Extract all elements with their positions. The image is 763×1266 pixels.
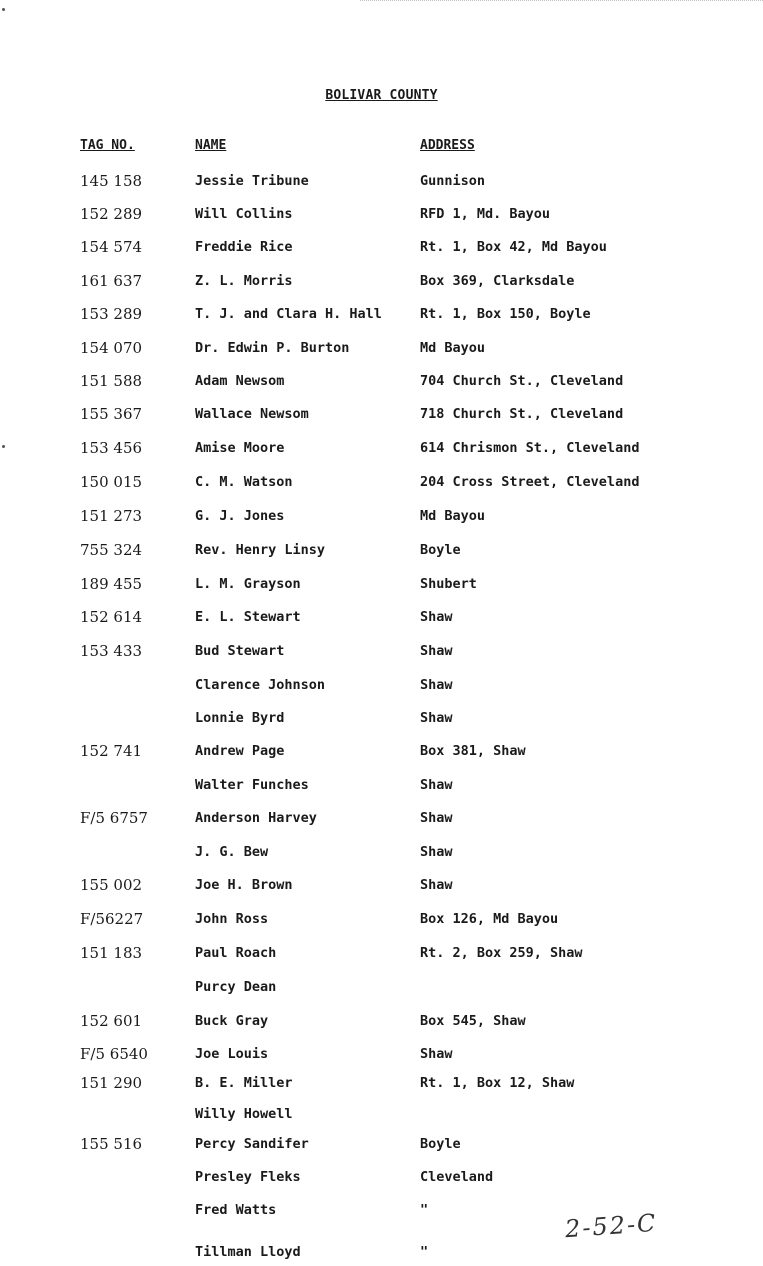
column-header-address: ADDRESS bbox=[420, 138, 475, 153]
tag-number: 189 455 bbox=[80, 575, 143, 593]
address: Rt. 2, Box 259, Shaw bbox=[420, 945, 583, 961]
address: Box 381, Shaw bbox=[420, 743, 526, 759]
table-row bbox=[0, 677, 763, 699]
person-name: Walter Funches bbox=[195, 777, 309, 793]
person-name: C. M. Watson bbox=[195, 474, 293, 490]
table-row bbox=[0, 643, 763, 665]
table-row bbox=[0, 945, 763, 967]
table-row bbox=[0, 844, 763, 866]
tag-number: 151 588 bbox=[80, 372, 143, 390]
tag-number: 151 290 bbox=[80, 1074, 143, 1092]
table-row bbox=[0, 474, 763, 496]
person-name: Buck Gray bbox=[195, 1013, 269, 1029]
address: Shaw bbox=[420, 710, 453, 726]
address: Md Bayou bbox=[420, 340, 486, 356]
address: RFD 1, Md. Bayou bbox=[420, 206, 551, 222]
tag-number: 152 614 bbox=[80, 608, 143, 626]
person-name: B. E. Miller bbox=[195, 1075, 293, 1091]
person-name: Willy Howell bbox=[195, 1106, 293, 1122]
person-name: Z. L. Morris bbox=[195, 273, 293, 289]
person-name: T. J. and Clara H. Hall bbox=[195, 306, 382, 322]
person-name: Bud Stewart bbox=[195, 643, 285, 659]
table-row bbox=[0, 273, 763, 295]
person-name: Freddie Rice bbox=[195, 239, 293, 255]
table-row bbox=[0, 1013, 763, 1035]
person-name: Clarence Johnson bbox=[195, 677, 326, 693]
person-name: Wallace Newsom bbox=[195, 406, 309, 422]
table-row bbox=[0, 173, 763, 195]
table-row bbox=[0, 1169, 763, 1191]
address: Gunnison bbox=[420, 173, 486, 189]
tag-number: 154 574 bbox=[80, 238, 143, 256]
address: Boyle bbox=[420, 542, 461, 558]
table-row bbox=[0, 406, 763, 428]
tag-number: 145 158 bbox=[80, 172, 143, 190]
address: Shaw bbox=[420, 609, 453, 625]
table-row bbox=[0, 710, 763, 732]
tag-number: 153 289 bbox=[80, 305, 143, 323]
table-row bbox=[0, 810, 763, 832]
address: Shaw bbox=[420, 844, 453, 860]
address: 718 Church St., Cleveland bbox=[420, 406, 624, 422]
address: Rt. 1, Box 42, Md Bayou bbox=[420, 239, 607, 255]
table-row bbox=[0, 979, 763, 1001]
tag-number: 155 367 bbox=[80, 405, 143, 423]
table-row bbox=[0, 777, 763, 799]
address: Shaw bbox=[420, 810, 453, 826]
tag-number: F/5 6757 bbox=[80, 809, 148, 827]
address: 614 Chrismon St., Cleveland bbox=[420, 440, 640, 456]
tag-number: F/5 6540 bbox=[80, 1045, 148, 1063]
tag-number: 151 183 bbox=[80, 944, 143, 962]
person-name: E. L. Stewart bbox=[195, 609, 301, 625]
table-row bbox=[0, 1244, 763, 1266]
person-name: Lonnie Byrd bbox=[195, 710, 285, 726]
person-name: Paul Roach bbox=[195, 945, 277, 961]
person-name: Adam Newsom bbox=[195, 373, 285, 389]
table-row bbox=[0, 508, 763, 530]
address: Cleveland bbox=[420, 1169, 494, 1185]
tag-number: 152 289 bbox=[80, 205, 143, 223]
address: " bbox=[420, 1202, 429, 1218]
table-row bbox=[0, 1075, 763, 1097]
address: " bbox=[420, 1244, 429, 1260]
table-row bbox=[0, 1046, 763, 1068]
table-row bbox=[0, 576, 763, 598]
address: Shaw bbox=[420, 777, 453, 793]
person-name: Fred Watts bbox=[195, 1202, 277, 1218]
address: Boyle bbox=[420, 1136, 461, 1152]
tag-number: 152 601 bbox=[80, 1012, 143, 1030]
person-name: Anderson Harvey bbox=[195, 810, 317, 826]
tag-number: F/56227 bbox=[80, 910, 144, 928]
tag-number: 153 456 bbox=[80, 439, 143, 457]
person-name: Jessie Tribune bbox=[195, 173, 309, 189]
tag-number: 154 070 bbox=[80, 339, 143, 357]
table-row bbox=[0, 340, 763, 362]
page-title: BOLIVAR COUNTY bbox=[325, 88, 438, 103]
address: Rt. 1, Box 150, Boyle bbox=[420, 306, 591, 322]
table-row bbox=[0, 877, 763, 899]
person-name: Joe Louis bbox=[195, 1046, 269, 1062]
person-name: J. G. Bew bbox=[195, 844, 269, 860]
person-name: Dr. Edwin P. Burton bbox=[195, 340, 350, 356]
address: 704 Church St., Cleveland bbox=[420, 373, 624, 389]
person-name: G. J. Jones bbox=[195, 508, 285, 524]
address: Shaw bbox=[420, 677, 453, 693]
address: Shubert bbox=[420, 576, 477, 592]
table-row bbox=[0, 440, 763, 462]
tag-number: 755 324 bbox=[80, 541, 143, 559]
tag-number: 151 273 bbox=[80, 507, 143, 525]
column-header-tag: TAG NO. bbox=[80, 138, 135, 153]
tag-number: 153 433 bbox=[80, 642, 143, 660]
table-row bbox=[0, 542, 763, 564]
person-name: Will Collins bbox=[195, 206, 293, 222]
person-name: Andrew Page bbox=[195, 743, 285, 759]
person-name: Presley Fleks bbox=[195, 1169, 301, 1185]
person-name: John Ross bbox=[195, 911, 269, 927]
tag-number: 150 015 bbox=[80, 473, 143, 491]
person-name: Purcy Dean bbox=[195, 979, 277, 995]
tag-number: 152 741 bbox=[80, 742, 143, 760]
handwritten-note: 2-52-C bbox=[564, 1208, 659, 1244]
person-name: Rev. Henry Linsy bbox=[195, 542, 326, 558]
person-name: Amise Moore bbox=[195, 440, 285, 456]
table-row bbox=[0, 609, 763, 631]
address: Box 369, Clarksdale bbox=[420, 273, 575, 289]
scan-speck bbox=[2, 8, 5, 11]
table-row bbox=[0, 206, 763, 228]
person-name: Tillman Lloyd bbox=[195, 1244, 301, 1260]
address: Box 126, Md Bayou bbox=[420, 911, 559, 927]
person-name: Percy Sandifer bbox=[195, 1136, 309, 1152]
table-row bbox=[0, 373, 763, 395]
column-header-name: NAME bbox=[195, 138, 227, 153]
address: Box 545, Shaw bbox=[420, 1013, 526, 1029]
table-row bbox=[0, 1136, 763, 1158]
address: Shaw bbox=[420, 643, 453, 659]
table-row bbox=[0, 306, 763, 328]
table-row bbox=[0, 743, 763, 765]
table-row bbox=[0, 1106, 763, 1128]
address: Md Bayou bbox=[420, 508, 486, 524]
scan-artifact bbox=[360, 0, 763, 5]
table-row bbox=[0, 239, 763, 261]
person-name: Joe H. Brown bbox=[195, 877, 293, 893]
person-name: L. M. Grayson bbox=[195, 576, 301, 592]
address: Shaw bbox=[420, 1046, 453, 1062]
tag-number: 161 637 bbox=[80, 272, 143, 290]
tag-number: 155 002 bbox=[80, 876, 143, 894]
address: Shaw bbox=[420, 877, 453, 893]
scan-speck bbox=[2, 445, 5, 448]
address: 204 Cross Street, Cleveland bbox=[420, 474, 640, 490]
address: Rt. 1, Box 12, Shaw bbox=[420, 1075, 575, 1091]
tag-number: 155 516 bbox=[80, 1135, 143, 1153]
table-row bbox=[0, 911, 763, 933]
